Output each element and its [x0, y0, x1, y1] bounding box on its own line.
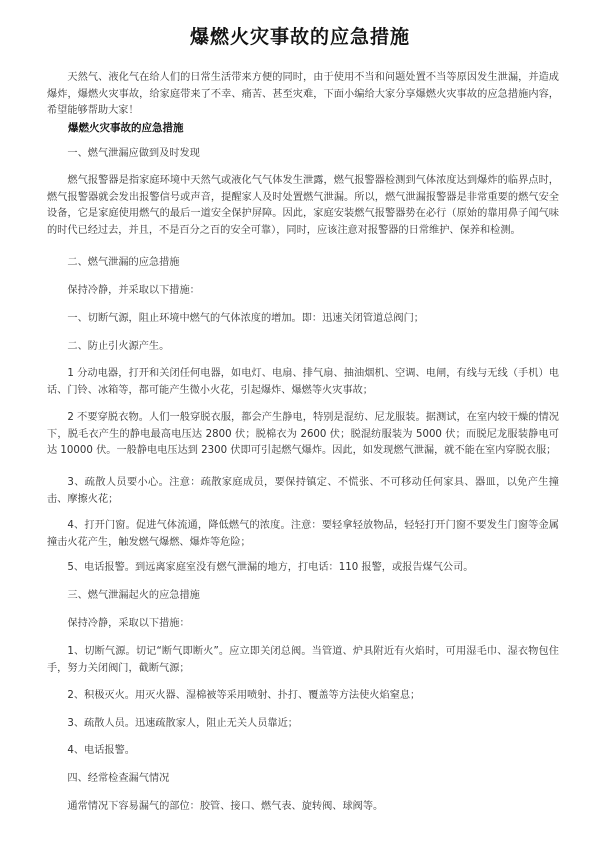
paragraph-windows: 4、打开门窗。促进气体流通，降低燃气的浓度。注意：要轻拿轻放物品，轻轻打开门窗不要发生门窗等金属撞击火花产生，触发燃气爆燃、爆炸等危险； — [47, 520, 559, 548]
paragraph-leak-points: 通常情况下容易漏气的部位：胶管、接口、燃气表、旋转阀、球阀等。 — [67, 801, 384, 812]
paragraph-detector: 燃气报警器是指家庭环境中天然气或液化气气体发生泄露，燃气报警器检测到气体浓度达到爆炸的临界点时，燃气报警器就会发出报警信号或声音，提醒家人及时处置燃气泄漏。所以，燃气泄漏报警器是非常重要的燃气安全设备，它是家庭使用燃气的最后一道安全保护屏障。因此，家庭安装燃气报警器势在必行（原始的靠用鼻子闻气味的时代已经过去，并且，不是百分之百的安全可靠），同时，应该注意对报警器的日常维护、保养和检测。 — [47, 175, 559, 236]
paragraph-extinguish: 2、积极灭火。用灭火器、湿棉被等采用喷射、扑打、覆盖等方法使火焰窒息； — [67, 690, 421, 701]
paragraph-prevent-fire: 二、防止引火源产生。 — [67, 341, 170, 352]
paragraph-cut-source: 1、切断气源。切记“断气即断火”。应立即关闭总阀。当管道、炉具附近有火焰时，可用湿毛巾、湿衣物包住手，努力关闭阀门，截断气源； — [47, 646, 559, 674]
heading-2: 二、燃气泄漏的应急措施 — [67, 257, 180, 268]
paragraph-stay-calm: 保持冷静，并采取以下措施： — [67, 285, 200, 296]
heading-4: 四、经常检查漏气情况 — [67, 773, 170, 784]
page-title: 爆燃火灾事故的应急措施 — [189, 26, 410, 48]
paragraph-electrics: 1 分动电器，打开和关闭任何电器，如电灯、电扇、排气扇、抽油烟机、空调、电闸，有线与无线（手机）电话、门铃、冰箱等，都可能产生微小火花，引起爆炸、爆燃等火灾事故； — [47, 368, 559, 396]
heading-3: 三、燃气泄漏起火的应急措施 — [67, 590, 200, 601]
paragraph-call-2: 4、电话报警。 — [67, 745, 135, 756]
paragraph-cut-gas: 一、切断气源，阻止环境中燃气的气体浓度的增加。即：迅速关闭管道总阀门； — [67, 313, 424, 324]
paragraph-static: 2 不要穿脱衣物。人们一般穿脱衣服，都会产生静电，特别是混纺、尼龙服装。据测试，在室内较干燥的情况下，脱毛衣产生的静电最高电压达 2800 伏；脱棉衣为 2600 伏；脱混纺服装为 5000 伏；而脱尼龙服装静电可达 10000 伏。一般静电电压达到 2300 伏即可引起燃气爆炸。因此，如发现燃气泄漏，就不能在室内穿脱衣服； — [47, 412, 559, 456]
paragraph-evacuate-2: 3、疏散人员。迅速疏散家人，阻止无关人员靠近； — [67, 718, 298, 729]
paragraph-stay-calm-2: 保持冷静，采取以下措施： — [67, 618, 190, 629]
section-subtitle: 爆燃火灾事故的应急措施 — [68, 122, 184, 134]
heading-1: 一、燃气泄漏应做到及时发现 — [67, 148, 200, 159]
paragraph-evacuate: 3、疏散人员要小心。注意：疏散家庭成员，要保持镇定、不慌张、不可移动任何家具、器皿，以免产生撞击、摩擦火花； — [47, 477, 559, 505]
paragraph-call: 5、电话报警。到远离家庭室没有燃气泄漏的地方，打电话：110 报警，或报告煤气公司。 — [67, 562, 474, 573]
intro-paragraph: 天然气、液化气在给人们的日常生活带来方便的同时，由于使用不当和问题处置不当等原因发生泄漏，并造成爆炸，爆燃火灾事故，给家庭带来了不幸、痛苦、甚至灾难，下面小编给大家分享爆燃火灾事故的应急措施内容，希望能够帮助大家！ — [47, 72, 559, 116]
